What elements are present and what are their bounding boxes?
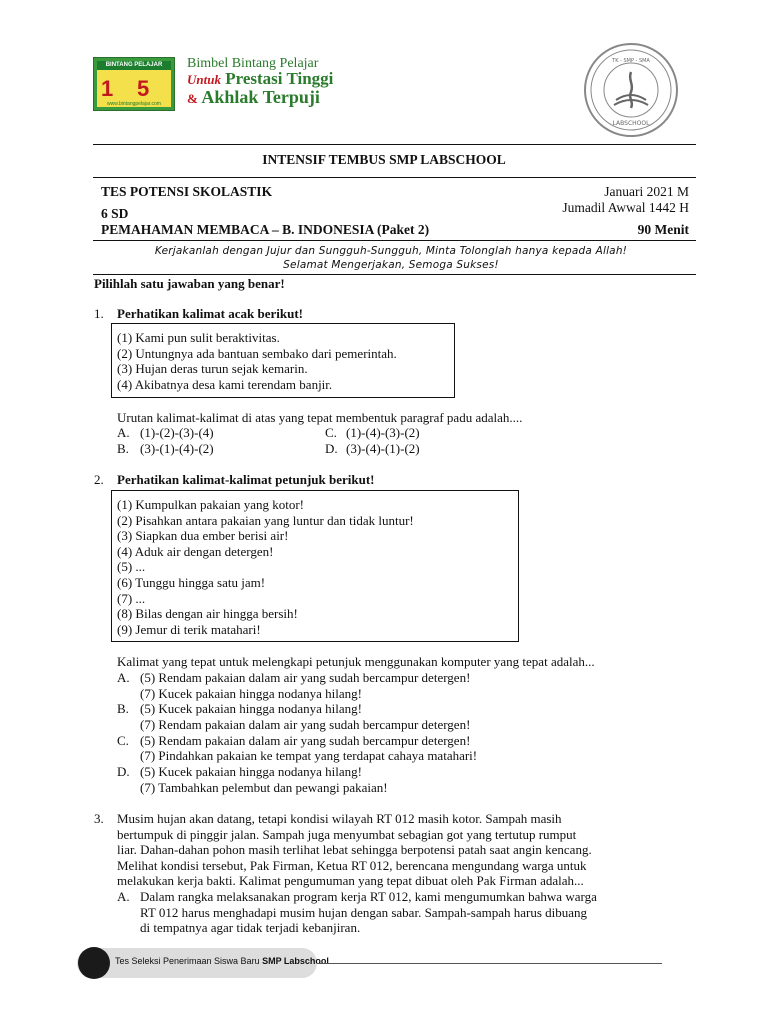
logo-url: www.bintangpelajar.com [107,101,161,107]
q1-option-b[interactable]: (3)-(1)-(4)-(2) [140,441,214,456]
q3-option-a-line: di tempatnya agar tidak terjadi kebanjiran. [140,920,361,936]
q1-item: (4) Akibatnya desa kami terendam banjir. [117,376,333,392]
title-bottom-rule [93,177,696,178]
q3-passage-line: Melihat kondisi tersebut, Pak Firman, Ketua RT 012, berencana mengundang warga untuk [117,857,587,873]
date-masehi: Januari 2021 M [604,184,689,199]
q1-item: (1) Kami pun sulit beraktivitas. [117,330,280,345]
q2-number: 2. [94,472,104,487]
brand-prestasi: Prestasi Tinggi [225,69,334,88]
q2-item: (3) Siapkan dua ember berisi air! [117,528,289,544]
seal-subtext: TK - SMP - SMA [612,58,650,64]
q3-passage-line: Musim hujan akan datang, tetapi kondisi wilayah RT 012 masih kotor. Sampah masih [117,811,562,826]
q3-passage-line: melakukan kerja bakti. Kalimat pengumuman yang tepat dibuat oleh Pak Firman adalah... [117,873,584,889]
logo-title: BINTANG PELAJAR [97,61,171,70]
q3-number: 3. [94,811,104,826]
q2-option-a-line1[interactable]: (5) Rendam pakaian dalam air yang sudah bercampur detergen! [140,670,471,685]
q2-item: (7) ... [117,590,146,606]
motto-rule [93,274,696,275]
q1-sentence-box [111,323,455,398]
q2-option-c-label: C. [117,733,129,748]
q2-option-d-label: D. [117,764,130,779]
section: PEMAHAMAN MEMBACA – B. INDONESIA (Paket 2) [101,222,430,237]
footer-text-bold: SMP Labschool [262,956,329,966]
q1-option-a-label: A. [117,425,130,440]
q3-option-a-line: RT 012 harus menghadapi musim hujan dengan sabar. Sampah-sampah harus dibuang [140,904,588,920]
q2-option-a-label: A. [117,670,130,685]
q2-option-c-line1[interactable]: (5) Rendam pakaian dalam air yang sudah bercampur detergen! [140,733,471,748]
q1-option-d[interactable]: (3)-(4)-(1)-(2) [346,441,420,456]
q2-option-d-line2[interactable]: (7) Tambahkan pelembut dan pewangi pakaian! [140,780,388,795]
brand-akhlak: Akhlak Terpuji [201,87,320,107]
motto-2: Selamat Mengerjakan, Semoga Sukses! [283,259,499,271]
page-title: INTENSIF TEMBUS SMP LABSCHOOL [262,152,506,167]
q2-steps-box [111,490,519,642]
info-rule [93,240,696,241]
title-top-rule [93,144,696,145]
q2-option-d-line1[interactable]: (5) Kucek pakaian hingga nodanya hilang! [140,764,363,779]
q3-passage [117,811,674,889]
duration: 90 Menit [637,222,689,237]
q1-item: (2) Untungnya ada bantuan sembako dari pemerintah. [117,345,397,361]
q1-number: 1. [94,306,104,321]
q1-option-b-label: B. [117,441,129,456]
q1-option-c[interactable]: (1)-(4)-(3)-(2) [346,425,420,440]
q2-option-c-line2[interactable]: (7) Pindahkan pakaian ke tempat yang terdapat cahaya matahari! [140,748,478,763]
q2-item: (2) Pisahkan antara pakaian yang luntur dan tidak luntur! [117,512,414,528]
footer-rule [317,963,662,964]
q1-option-c-label: C. [325,425,337,440]
q1-item: (3) Hujan deras turun sejak kemarin. [117,361,308,377]
q3-passage-line: bertumpuk di pinggir jalan. Sampah juga menyumbat sebagian got yang tertutup rumput [117,826,577,842]
brand-line-3 [187,87,320,108]
q2-item: (9) Jemur di terik matahari! [117,621,261,637]
q2-item: (4) Aduk air dengan detergen! [117,543,274,559]
q2-item: (6) Tunggu hingga satu jam! [117,574,266,590]
logo-number-1: 1 [101,76,114,101]
q3-passage-line: liar. Dahan-dahan pohon masih terlihat lebat sehingga berpotensi patah saat angin kencang. [117,842,592,858]
seal-text: LABSCHOOL [612,120,650,127]
brand-untuk: Untuk [187,72,221,87]
q2-option-b-line1[interactable]: (5) Kucek pakaian hingga nodanya hilang! [140,701,363,716]
q3-option-a[interactable] [140,889,674,936]
q1-option-a[interactable]: (1)-(2)-(3)-(4) [140,425,214,440]
footer-page-badge [78,947,110,979]
q1-option-d-label: D. [325,441,338,456]
q2-option-b-line2[interactable]: (7) Rendam pakaian dalam air yang sudah bercampur detergen! [140,717,471,732]
q1-question: Urutan kalimat-kalimat di atas yang tepat membentuk paragraf padu adalah.... [117,410,523,425]
q2-question: Kalimat yang tepat untuk melengkapi petunjuk menggunakan komputer yang tepat adalah... [117,654,595,669]
bintang-pelajar-logo [93,57,175,111]
grade: 6 SD [101,206,129,221]
brand-line-1: Bimbel Bintang Pelajar [187,56,319,71]
q2-option-a-line2[interactable]: (7) Kucek pakaian hingga nodanya hilang! [140,686,363,701]
q2-item: (1) Kumpulkan pakaian yang kotor! [117,497,305,512]
motto-1: Kerjakanlah dengan Jujur dan Sungguh-Sungguh, Minta Tolonglah hanya kepada Allah! [154,245,628,257]
instruction: Pilihlah satu jawaban yang benar! [94,276,285,291]
q2-option-b-label: B. [117,701,129,716]
footer-text-plain: Tes Seleksi Penerimaan Siswa Baru [115,956,263,966]
brand-amp: & [187,91,198,106]
date-hijri: Jumadil Awwal 1442 H [562,200,689,215]
q3-option-a-label: A. [117,889,130,904]
q2-item: (8) Bilas dengan air hingga bersih! [117,606,298,622]
subject: TES POTENSI SKOLASTIK [101,184,273,199]
footer-text [115,956,329,966]
q2-item: (5) ... [117,559,146,575]
q3-option-a-line: Dalam rangka melaksanakan program kerja RT 012, kami mengumumkan bahwa warga [140,889,597,904]
q1-prompt: Perhatikan kalimat acak berikut! [117,306,303,321]
labschool-seal-icon [576,42,686,138]
logo-number-5: 5 [137,76,150,101]
q2-prompt: Perhatikan kalimat-kalimat petunjuk berikut! [117,472,375,487]
brand-line-2 [187,69,333,89]
